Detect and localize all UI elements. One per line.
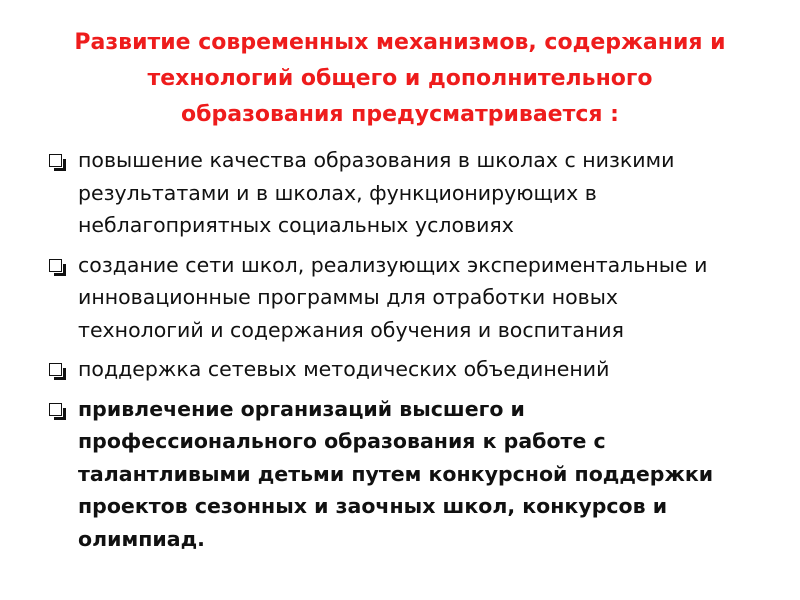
- bullet-list: [46, 144, 766, 562]
- bullet-text-line: создание сети школ, реализующих экспериментальные и: [78, 252, 708, 277]
- bullet-item-quality: [46, 144, 766, 242]
- slide-title: [30, 25, 770, 133]
- bullet-text-line: привлечение организаций высшего и: [78, 396, 525, 421]
- bullet-item-school-network: [46, 249, 766, 347]
- bullet-text-line: повышение качества образования в школах с низкими: [78, 148, 675, 172]
- bullet-text-line: результатами и в школах, функционирующих в: [78, 180, 597, 205]
- bullet-text-line: технологий и содержания обучения и воспитания: [78, 317, 624, 342]
- slide-title-line: образования предусматривается :: [181, 102, 619, 127]
- slide-title-line: технологий общего и дополнительного: [147, 66, 653, 91]
- bullet-text-line: талантливыми детьми путем конкурсной поддержки: [78, 461, 714, 486]
- slide-title-line: Развитие современных механизмов, содержания и: [74, 30, 726, 55]
- bullet-text-line: инновационные программы для отработки новых: [78, 285, 619, 309]
- bullet-item-methodical-support: [46, 353, 766, 386]
- bullet-text-line: поддержка сетевых методических объединений: [78, 357, 610, 381]
- bullet-text-line: проектов сезонных и заочных школ, конкурсов и: [78, 494, 668, 518]
- bullet-text-line: неблагоприятных социальных условиях: [78, 213, 514, 237]
- checkbox-bullet-icon: [49, 403, 62, 416]
- checkbox-bullet-icon: [49, 363, 62, 376]
- bullet-text-line: профессионального образования к работе с: [78, 429, 606, 453]
- bullet-item-higher-education: [46, 393, 766, 556]
- bullet-text-line: олимпиад.: [78, 526, 205, 551]
- checkbox-bullet-icon: [49, 259, 62, 272]
- checkbox-bullet-icon: [49, 154, 62, 167]
